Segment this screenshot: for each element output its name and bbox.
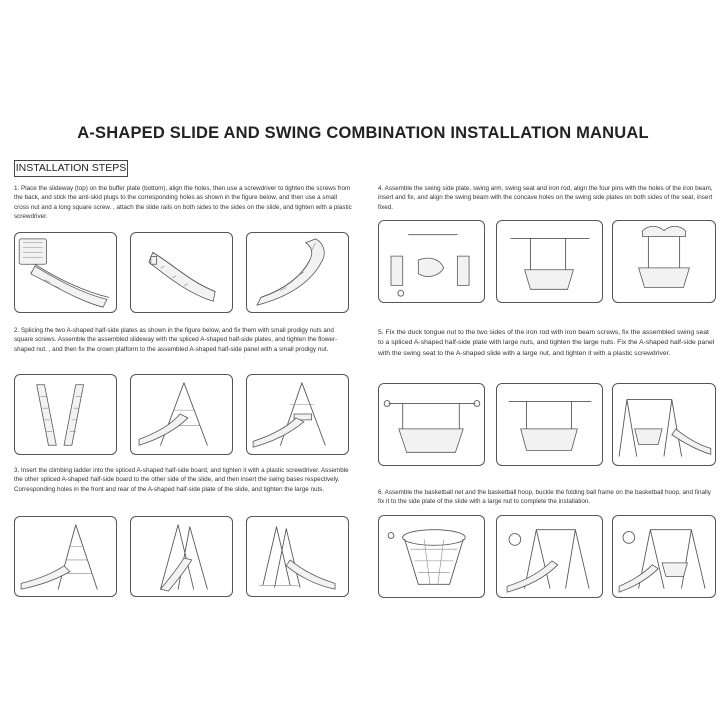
step-1-figure-1 (14, 232, 117, 313)
swing-parts-diagram (379, 221, 484, 302)
step-1-figure-3 (246, 232, 349, 313)
step-5-figure-3 (612, 383, 716, 466)
step-5-text: 5. Fix the duck tongue nut to the two sides of the iron rod with iron beam screws, fix the assembled swing seat to a spliced A-shaped half-side plate with large nuts, and tighten the large nuts. Fix the A-shaped half-side panel with the swing seat to the A-shaped slide with a large nut, and tighten it with a plastic screwdriver. (378, 329, 715, 357)
a-frame-halves-diagram (15, 375, 116, 454)
swing-with-half-frame-diagram (497, 384, 602, 465)
hoop-attached-diagram (497, 516, 602, 597)
basketball-hoop-diagram (379, 516, 484, 597)
step-4-figure-3 (612, 220, 716, 303)
step-3-figure-1 (14, 516, 117, 597)
step-3-text: 3. Insert the climbing ladder into the spliced A-shaped half-side board, and tighten it with a plastic screwdriver. Assemble the other spliced A-shaped half-side board to the other side of the slide, and then insert the swing bases respectively. Corresponding holes in the front and rear of the A-shaped half-side plate of the slide, and tighten the large nuts. (14, 467, 349, 493)
step-6-text: 6. Assemble the basketball net and the basketball hoop, buckle the folding ball frame on the basketball hoop, and finally fix it to the side plate of the slide with a large nut to complete the installation. (378, 489, 711, 506)
step-2-figure-2 (130, 374, 233, 455)
page-title: A-SHAPED SLIDE AND SWING COMBINATION INSTALLATION MANUAL (77, 124, 649, 142)
step-1-figure-2 (130, 232, 233, 313)
frame-with-swing-bases-diagram (247, 517, 348, 596)
swing-on-beam-diagram (613, 221, 715, 302)
slide-assembly-diagram (15, 233, 116, 312)
a-frame-crown-platform-diagram (247, 375, 348, 454)
swing-and-slide-combo-diagram (613, 384, 715, 465)
step-6-figure-3 (612, 515, 716, 598)
swing-seat-assembly-diagram (497, 221, 602, 302)
ladder-insert-diagram (15, 517, 116, 596)
slide-complete-diagram (247, 233, 348, 312)
step-6-figure-2 (496, 515, 603, 598)
step-1-text: 1. Place the slideway (top) on the buffer plate (bottom), align the holes, then use a screwdriver to tighten the screws from the back, and stick the anti-skid plugs to the corresponding holes as shown in the figure below, and then use a small cross nut and a long square screw. , attach the slide rails on both sides to the sides on the slide, and tighten with a plastic screwdriver. (14, 185, 352, 221)
step-2-text: 2. Splicing the two A-shaped half-side plates as shown in the figure below, and fix them with small prodigy nuts and square screws. Assemble the assembled slideway with the spliced A-shaped half-side plates, and tighten the flower-shaped nut. , and then fix the crown platform to the assembled A-shaped half-side panel with a small prodigy nut. (14, 327, 338, 353)
a-frame-with-slide-diagram (131, 375, 232, 454)
step-6-figure-1 (378, 515, 485, 598)
step-5-figure-1 (378, 383, 485, 466)
step-4-text: 4. Assemble the swing side plate, swing arm, swing seat and iron rod, align the four pins with the holes of the iron beam, insert and fix, and align the swing beam with the concave holes on the swing side plates on both sides of the seat, insert fixed. (378, 185, 713, 211)
step-4-figure-2 (496, 220, 603, 303)
installation-complete-diagram (613, 516, 715, 597)
step-3-figure-3 (246, 516, 349, 597)
step-2-figure-3 (246, 374, 349, 455)
step-5-figure-2 (496, 383, 603, 466)
step-3-figure-2 (130, 516, 233, 597)
double-a-frame-diagram (131, 517, 232, 596)
installation-steps-heading: INSTALLATION STEPS (14, 160, 128, 177)
slide-rail-diagram (131, 233, 232, 312)
step-4-figure-1 (378, 220, 485, 303)
iron-rod-nuts-diagram (379, 384, 484, 465)
step-2-figure-1 (14, 374, 117, 455)
